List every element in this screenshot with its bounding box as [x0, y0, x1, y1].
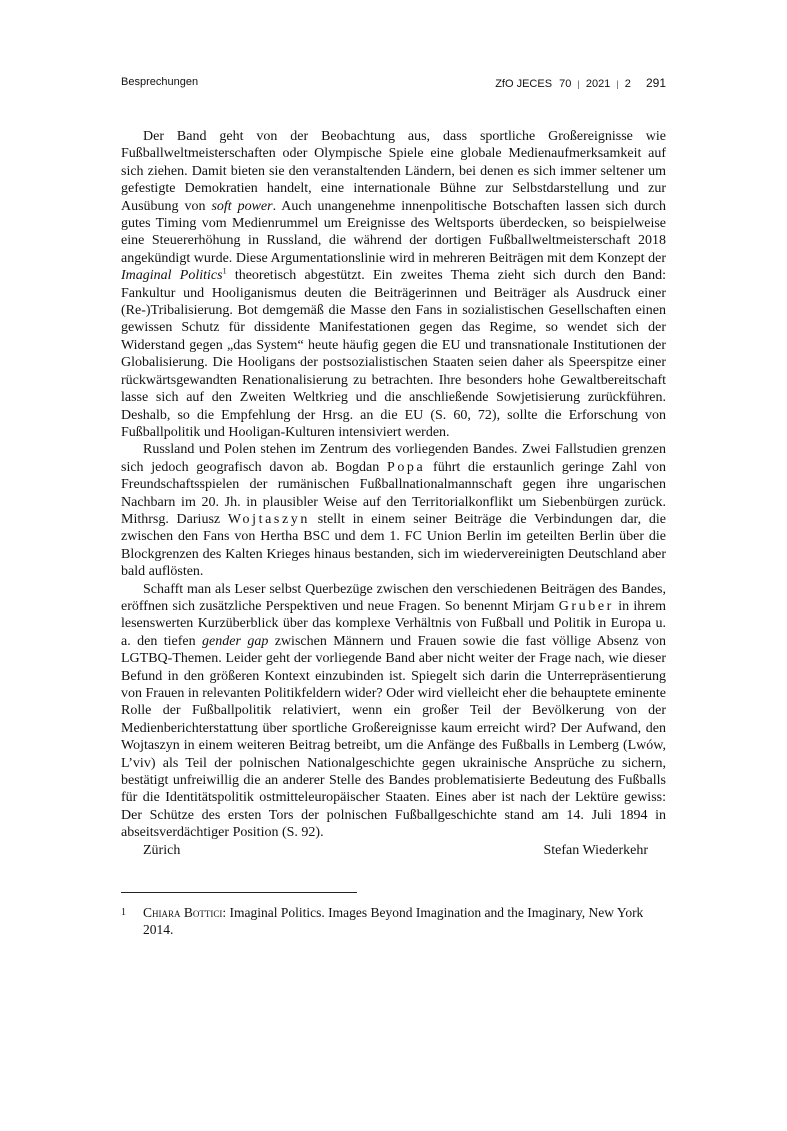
footnote-author-last: Bottici [183, 905, 223, 920]
author-name: Gruber [558, 598, 614, 614]
separator: | [616, 79, 619, 89]
running-header [121, 76, 666, 92]
italic-term: soft power [211, 198, 273, 214]
signoff-city: Zürich [143, 842, 181, 858]
year: 2021 [585, 78, 611, 90]
section-title: Besprechungen [121, 76, 199, 88]
paragraph [121, 581, 666, 842]
text-run: Schafft man als Leser selbst Querbezüge zwischen den verschiedenen Beiträgen des Bandes, eröffnen sich zusätzliche Perspektiven und neue Fragen. So benennt Mirjam [121, 581, 666, 614]
text-run: Russland und Polen stehen im Zentrum des vorliegenden Bandes. Zwei Fallstudien grenzen sich jedoch geografisch davon ab. Bogdan [121, 442, 666, 475]
reviewer-name: Stefan Wiederkehr [543, 842, 648, 858]
text-run: zwischen Männern und Frauen sowie die fast völlige Absenz von LGTBQ-Themen. Leider geht der vorliegende Band aber nicht weiter der Frage nach, wie dieser Befund in den größeren Kontext einzubinden ist. Spiegelt sich darin die Unterrepräsentierung von Frauen in relevanten Politikfeldern wider? Oder wird vielleicht eher die behauptete eminente Rolle der Fußballpolitik relativiert, wenn ein großer Teil der Bevölkerung von der Medienberichterstattung über sportliche Großereignisse kaum erreicht wird? Der Aufwand, den Wojtaszyn in einem weiteren Beitrag betreibt, um die Anfänge des Fußballs in Lemberg (Lwów, L’viv) als Teil der polnischen Nationalgeschichte gegen ukrainische Ansprüche zu sichern, bestätigt unfreiwillig die an anderer Stelle des Bandes problematisierte Bedeutung des Fußballs für die Identitätspolitik ostmitteleuropäischer Staaten. Eines aber ist nach der Lektüre gewiss: Der Schütze des ersten Tors der polnischen Fußballgeschichte stand am 14. Juli 1894 in abseitsverdächtiger Position (S. 92). [121, 633, 667, 841]
text-run: Der Band geht von der Beobachtung aus, dass sportliche Großereignisse wie Fußballweltmeisterschaften oder Olympische Spiele eine globale Medienaufmerksamkeit auf sich ziehen. Damit bieten sie den veranstaltenden Ländern, bei denen es sich immer seltener um gefestigte Demokratien handelt, eine internationale Bühne zur Selbstdarstellung und zur Ausübung von [121, 129, 666, 214]
issue-number: 2 [624, 78, 631, 90]
italic-term: Imaginal Politics [121, 268, 223, 284]
separator: | [577, 79, 580, 89]
footnote-number: 1 [121, 907, 126, 918]
signoff [121, 842, 666, 860]
footnote-rule [121, 892, 357, 893]
page-number: 291 [645, 76, 666, 90]
journal-name: ZfO JECES [495, 78, 553, 90]
italic-term: gender gap [202, 633, 269, 649]
footnote-ref: 1 [222, 266, 227, 276]
footnote-citation: : Imaginal Politics. Images Beyond Imagination and the Imaginary, New York 2014. [143, 905, 644, 937]
text-run: stellt in einem seiner Beiträge die Verbindungen dar, die zwischen den Fans von Hertha BSC und dem 1. FC Union Berlin im geteilten Berlin über die Blockgrenzen des Kalten Krieges hinaus bestanden, sich im wiedervereinigten Deutschland aber bald auflösten. [121, 511, 666, 580]
paragraph [121, 441, 666, 580]
journal-info [495, 76, 666, 90]
text-run: theoretisch abgestützt. Ein zweites Thema zieht sich durch den Band: Fankultur und Hooliganismus deuten die Beiträgerinnen und Beiträger als Ausdruck einer (Re-)Tribalisierung. Bot demgemäß die Masse den Fans in sozialistischen Gesellschaften einen gewissen Schutz für dissidente Manifestationen gegen das Regime, so wendet sich der Widerstand gegen „das System“ heute häufig gegen die EU und transnationale Institutionen der Globalisierung. Die Hooligans der postsozialistischen Staaten seien daher als Speerspitze einer rückwärtsgewandten Renationalisierung zu betrachten. Ihre besonders hohe Gewaltbereitschaft lasse sich auf den Zweiten Weltkrieg und die anschließende Sowjetisierung zurückführen. Deshalb, so die Empfehlung der Hrsg. an die EU (S. 60, 72), sollte die Erforschung von Fußballpolitik und Hooligan-Kulturen intensiviert werden. [121, 268, 666, 440]
author-name: Popa [386, 459, 426, 475]
author-name: Wojtaszyn [227, 511, 310, 527]
footnote [121, 904, 666, 938]
footnote-author-first: Chiara [143, 905, 181, 920]
footnote-text [143, 904, 666, 938]
paragraph [121, 128, 666, 441]
volume-number: 70 [559, 78, 572, 90]
review-body [121, 128, 666, 860]
text-run: führt die erstaunlich geringe Zahl von Freundschaftsspielen der rumänischen Fußballnationalmannschaft gegen ihre ungarischen Nachbarn im 20. Jh. in plausibler Weise auf den Territorialkonflikt um Siebenbürgen zurück. Mithrsg. Dariusz [121, 459, 666, 527]
text-run: . Auch unangenehme innenpolitische Botschaften lassen sich durch gutes Timing vom Medienrummel um Ereignisse des Weltsports überdecken, so beispielweise eine Steuererhöhung in Russland, die während der dortigen Fußballweltmeisterschaft 2018 angekündigt wurde. Diese Argumentationslinie wird in mehreren Beiträgen mit dem Konzept der [121, 198, 666, 266]
text-run: in ihrem lesenswerten Kurzüberblick über das komplexe Verhältnis von Fußball und Politik in Europa u. a. den tiefen [121, 598, 666, 649]
